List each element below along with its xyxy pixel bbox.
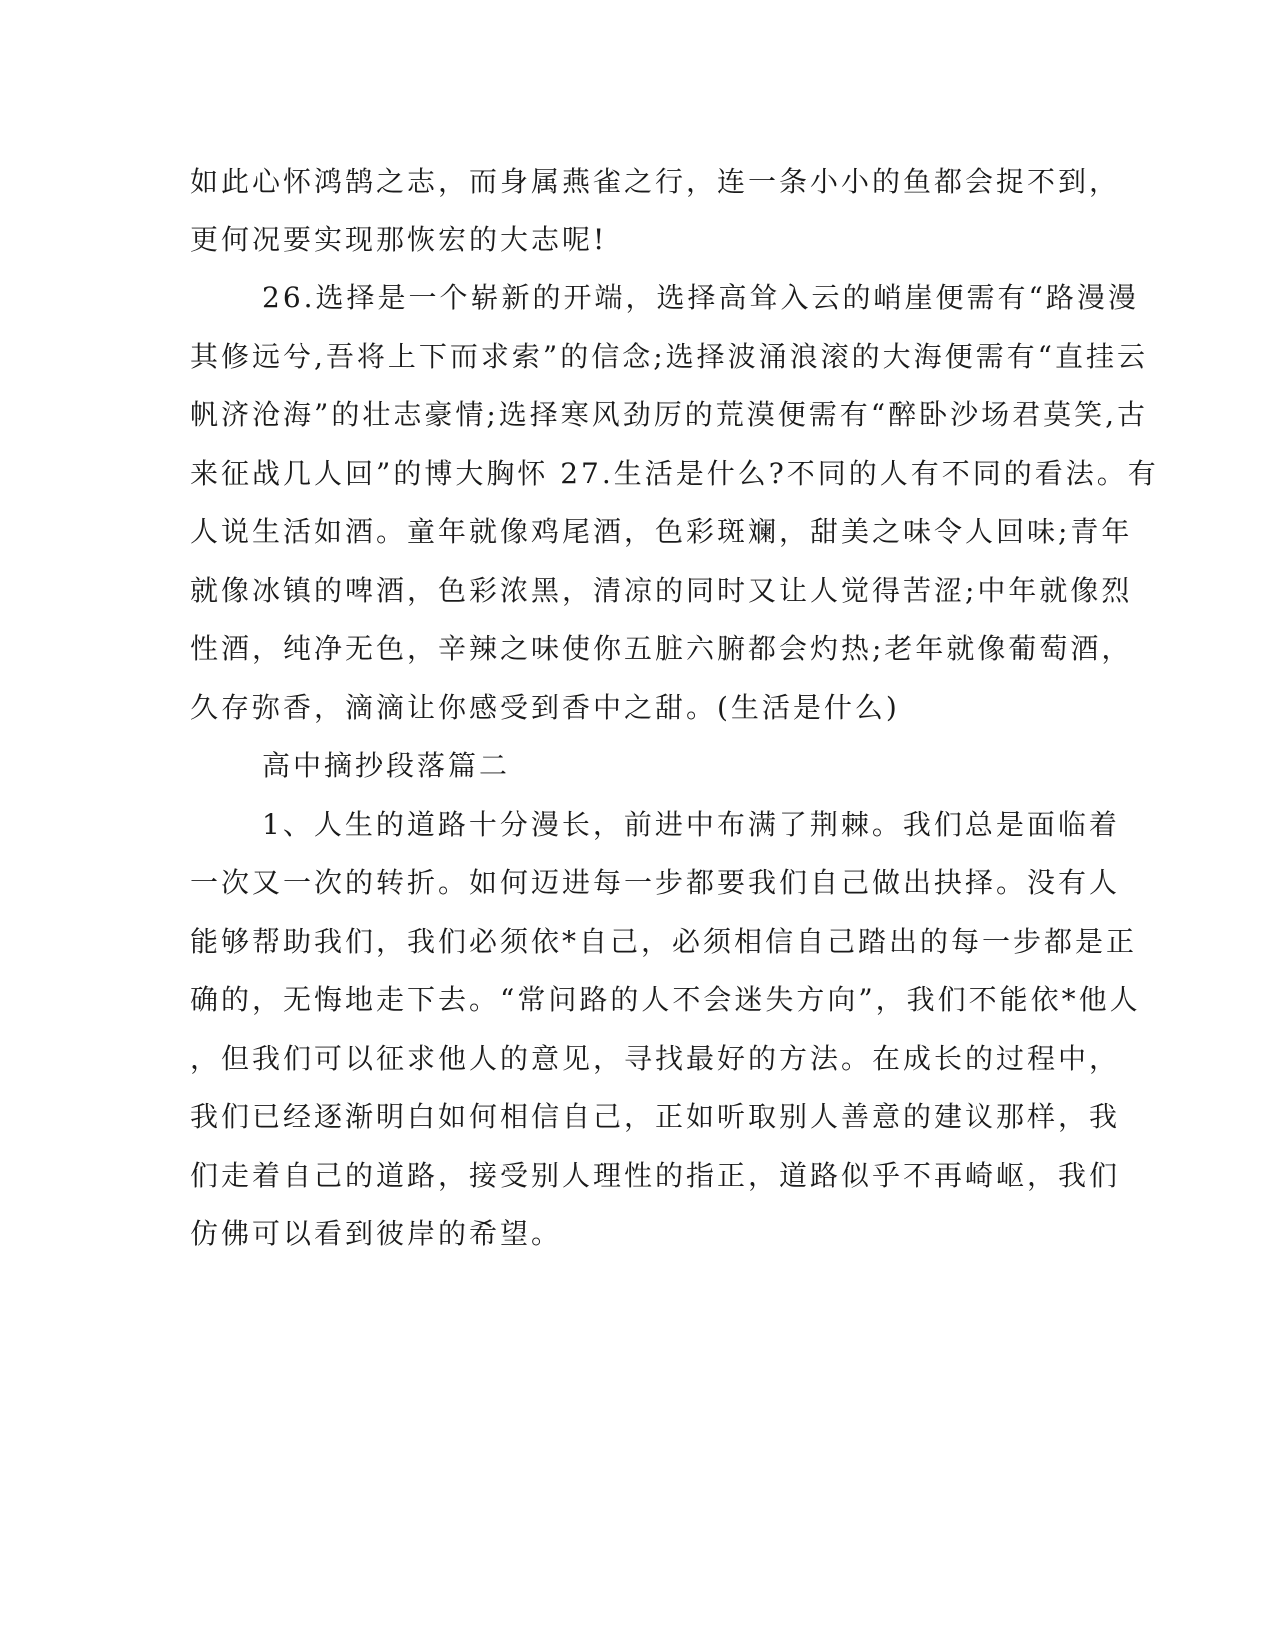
paragraph-line: 如此心怀鸿鹄之志，而身属燕雀之行，连一条小小的鱼都会捉不到， — [190, 165, 1121, 198]
paragraph-line: 其修远兮,吾将上下而求索”的信念;选择波涌浪滚的大海便需有“直挂云 — [190, 340, 1148, 373]
paragraph-line: 们走着自己的道路，接受别人理性的指正，道路似乎不再崎岖，我们 — [190, 1159, 1121, 1192]
paragraph-line: 久存弥香，滴滴让你感受到香中之甜。(生活是什么) — [190, 691, 900, 724]
paragraph-line: 性酒，纯净无色，辛辣之味使你五脏六腑都会灼热;老年就像葡萄酒， — [190, 632, 1133, 665]
paragraph-line: 就像冰镇的啤酒，色彩浓黑，清凉的同时又让人觉得苦涩;中年就像烈 — [190, 574, 1133, 607]
paragraph-line: 能够帮助我们，我们必须依*自己，必须相信自己踏出的每一步都是正 — [190, 925, 1138, 958]
paragraph-line: 一次又一次的转折。如何迈进每一步都要我们自己做出抉择。没有人 — [190, 866, 1121, 899]
paragraph-line: 26.选择是一个崭新的开端，选择高耸入云的峭崖便需有“路漫漫 — [262, 281, 1139, 314]
section-heading: 高中摘抄段落篇二 — [262, 749, 511, 782]
paragraph-line: 仿佛可以看到彼岸的希望。 — [190, 1217, 563, 1250]
paragraph-line: 人说生活如酒。童年就像鸡尾酒，色彩斑斓，甜美之味令人回味;青年 — [190, 515, 1133, 548]
paragraph-line: ，但我们可以征求他人的意见，寻找最好的方法。在成长的过程中， — [190, 1042, 1121, 1075]
paragraph-line: 帆济沧海”的壮志豪情;选择寒风劲厉的荒漠便需有“醉卧沙场君莫笑,古 — [190, 398, 1148, 431]
paragraph-line: 更何况要实现那恢宏的大志呢! — [190, 223, 608, 256]
paragraph-line: 确的，无悔地走下去。“常问路的人不会迷失方向”，我们不能依*他人 — [190, 983, 1141, 1016]
paragraph-line: 我们已经逐渐明白如何相信自己，正如听取别人善意的建议那样，我 — [190, 1100, 1121, 1133]
paragraph-line: 来征战几人回”的博大胸怀 27.生活是什么?不同的人有不同的看法。有 — [190, 457, 1159, 490]
paragraph-line: 1、人生的道路十分漫长，前进中布满了荆棘。我们总是面临着 — [262, 808, 1120, 841]
